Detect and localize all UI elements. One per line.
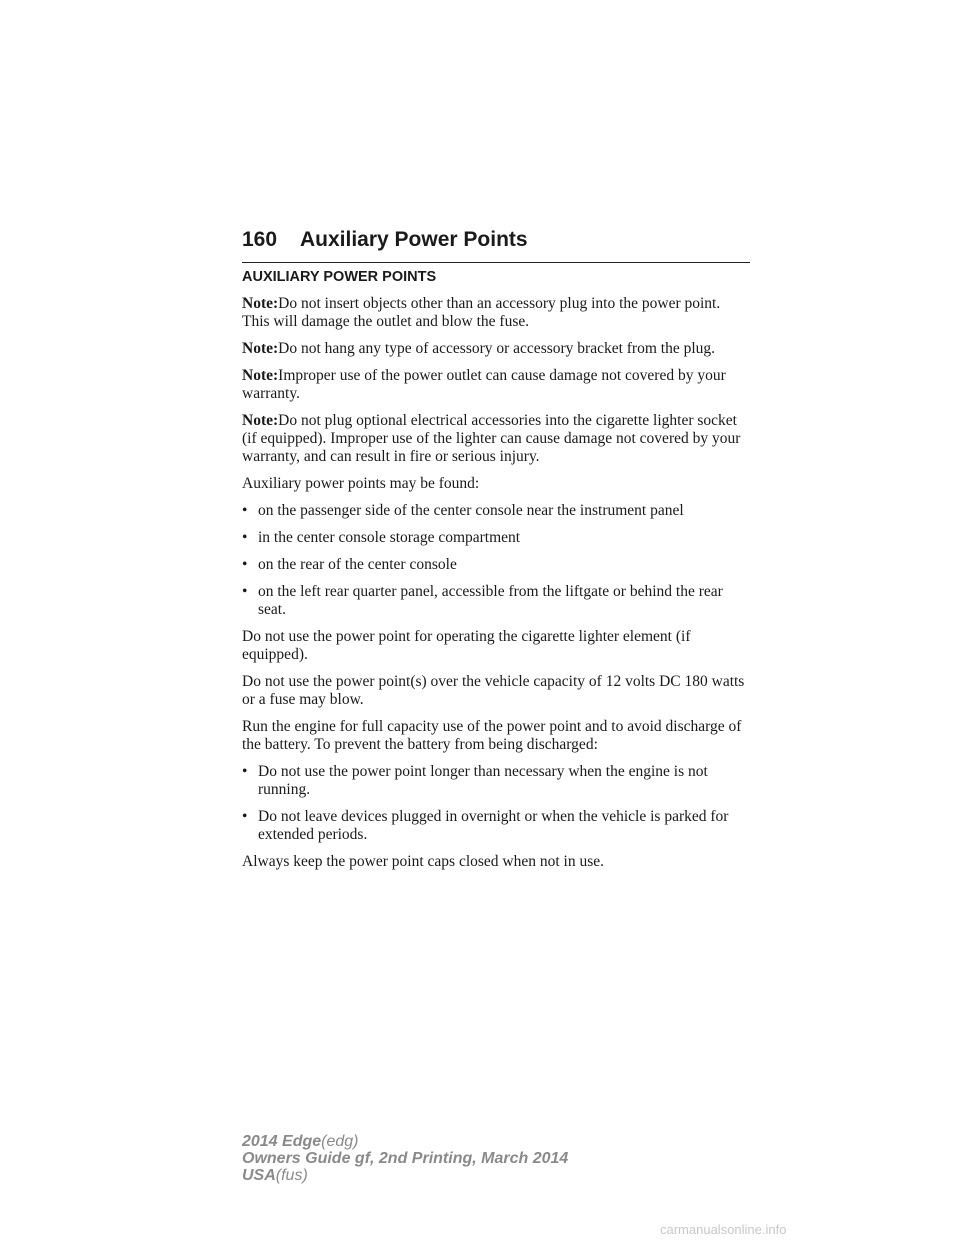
- list-item-text: in the center console storage compartment: [258, 529, 521, 546]
- footer-market-code: (fus): [275, 1167, 308, 1184]
- footer-model-code: (edg): [321, 1133, 359, 1150]
- section-heading: AUXILIARY POWER POINTS: [242, 269, 437, 285]
- note-label: Note:: [242, 295, 279, 312]
- note-label: Note:: [242, 367, 279, 384]
- page-header: [242, 228, 750, 263]
- list-item-text: Do not use the power point longer than necessary when the engine is not running.: [258, 763, 708, 798]
- note-text: Do not plug optional electrical accessories into the cigarette lighter socket (if equipped). Improper use of the lighter can cause damage not covered by your warranty, and can result in fire or serious injury.: [242, 412, 741, 465]
- capacity-paragraph: Do not use the power point(s) over the vehicle capacity of 12 volts DC 180 watts or a fuse may blow.: [242, 673, 745, 708]
- note-text: Improper use of the power outlet can cause damage not covered by your warranty.: [242, 367, 726, 402]
- bullet-icon: •: [242, 529, 248, 546]
- note-label: Note:: [242, 340, 279, 357]
- caps-paragraph: Always keep the power point caps closed when not in use.: [242, 853, 605, 870]
- page-footer: [242, 1133, 568, 1184]
- note-paragraph: [242, 340, 750, 358]
- list-item: [242, 583, 750, 619]
- bullet-icon: •: [242, 502, 248, 519]
- note-paragraph: [242, 412, 750, 466]
- bullet-icon: •: [242, 808, 248, 825]
- list-item-text: Do not leave devices plugged in overnight or when the vehicle is parked for extended periods.: [258, 808, 729, 843]
- footer-market: USA: [242, 1167, 276, 1184]
- battery-tips-list: [242, 763, 750, 844]
- list-item: [242, 808, 750, 844]
- list-item: [242, 763, 750, 799]
- list-item-text: on the left rear quarter panel, accessible from the liftgate or behind the rear seat.: [258, 583, 723, 618]
- bullet-icon: •: [242, 763, 248, 780]
- chapter-title: Auxiliary Power Points: [300, 228, 528, 251]
- footer-market-line: [242, 1167, 568, 1184]
- list-item-text: on the passenger side of the center console near the instrument panel: [258, 502, 684, 519]
- lighter-paragraph: Do not use the power point for operating the cigarette lighter element (if equipped).: [242, 628, 691, 663]
- bullet-icon: •: [242, 583, 248, 600]
- page-number: 160: [242, 228, 278, 251]
- bullet-icon: •: [242, 556, 248, 573]
- locations-list: [242, 502, 750, 619]
- list-item-text: on the rear of the center console: [258, 556, 457, 573]
- note-paragraph: [242, 295, 750, 331]
- list-item: [242, 502, 750, 520]
- page-content: [242, 268, 750, 880]
- list-item: [242, 529, 750, 547]
- note-paragraph: [242, 367, 750, 403]
- watermark-link[interactable]: carmanualsonline.info: [660, 1222, 787, 1237]
- engine-paragraph: Run the engine for full capacity use of the power point and to avoid discharge of the battery. To prevent the battery from being discharged:: [242, 718, 742, 753]
- footer-model: 2014 Edge: [242, 1133, 322, 1150]
- footer-model-line: [242, 1133, 568, 1150]
- footer-guide-line: Owners Guide gf, 2nd Printing, March 2014: [242, 1150, 569, 1167]
- note-label: Note:: [242, 412, 279, 429]
- locations-intro: Auxiliary power points may be found:: [242, 475, 480, 492]
- note-text: Do not hang any type of accessory or accessory bracket from the plug.: [278, 340, 716, 357]
- note-text: Do not insert objects other than an accessory plug into the power point. This will damage the outlet and blow the fuse.: [242, 295, 721, 330]
- list-item: [242, 556, 750, 574]
